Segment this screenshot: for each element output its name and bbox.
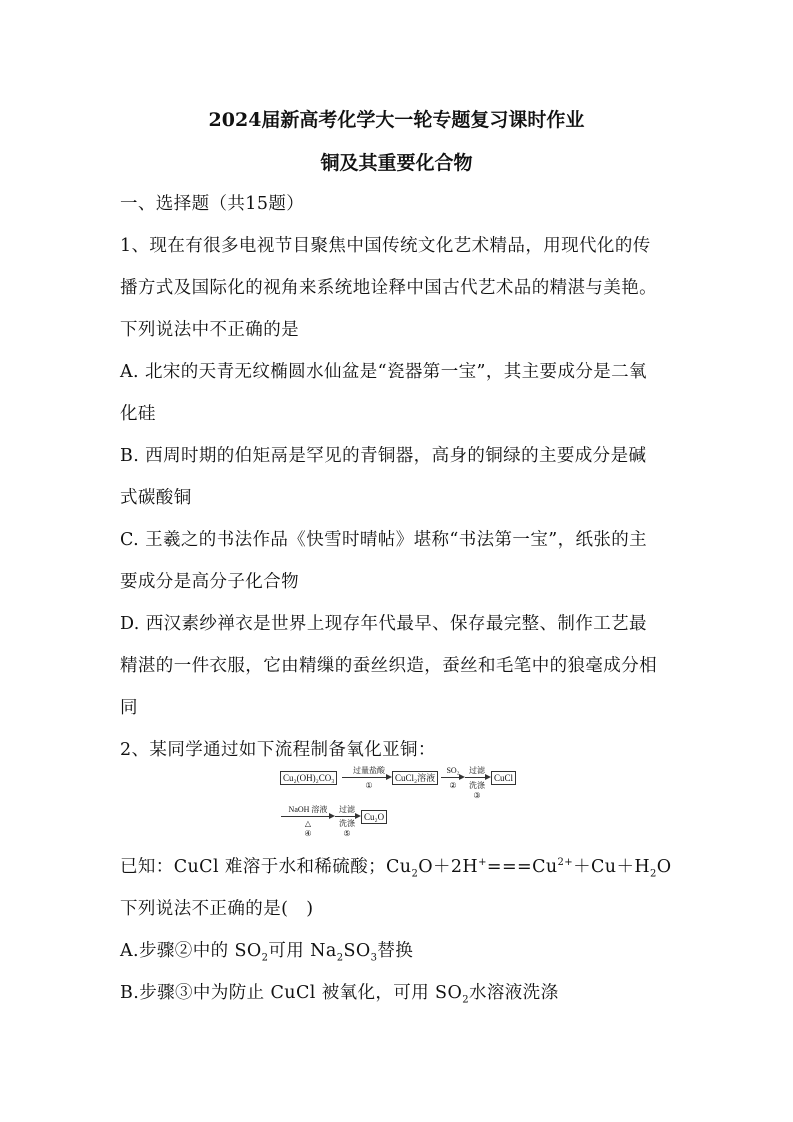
- q1-option-b-line1: B. 西周时期的伯矩鬲是罕见的青铜器，高身的铜绿的主要成分是碱: [120, 446, 647, 466]
- q2-option-b: B.步骤③中为防止 CuCl 被氧化，可用 $SO_2$水溶液洗涤: [120, 983, 559, 1006]
- flow-arrow3: [465, 777, 487, 778]
- q1-option-c-line2: 要成分是高分子化合物: [120, 572, 299, 592]
- section-heading: 一、选择题（共15题）: [120, 194, 305, 214]
- q1-stem-line3: 下列说法中不正确的是: [120, 320, 299, 340]
- flow-arrow4: [281, 816, 331, 817]
- document-title: 2024届新高考化学大一轮专题复习课时作业: [208, 109, 585, 131]
- flow-arrow3-bottom-label: ③: [473, 791, 481, 800]
- flow-arrow1-top-label: 过量盐酸: [353, 766, 385, 775]
- flow-arrow4-bottom-label: ④: [304, 829, 312, 838]
- flow-arrow1-bottom-label: ①: [365, 781, 373, 790]
- q1-stem-line2: 播方式及国际化的视角来系统地诠释中国古代艺术品的精湛与美艳。: [120, 278, 657, 298]
- q1-option-d-line2: 精湛的一件衣服，它由精缫的蚕丝织造，蚕丝和毛笔中的狼毫成分相: [120, 656, 657, 676]
- q2-question: 下列说法不正确的是( ): [120, 899, 314, 919]
- flow-box-cucl: CuCl: [491, 771, 516, 785]
- flow-arrow4-mid-label: △: [304, 819, 312, 828]
- q1-option-d-line3: 同: [120, 698, 138, 718]
- flow-arrow5: [335, 816, 357, 817]
- flow-box-cu2o: Cu₂O: [361, 810, 387, 824]
- document-subtitle: 铜及其重要化合物: [320, 152, 473, 174]
- flow-arrow4-top-label: NaOH 溶液: [288, 805, 328, 814]
- q2-option-a: A.步骤②中的 $SO_2$可用 $Na_2SO_3$替换: [120, 941, 414, 964]
- flow-arrow3-top-label: 过滤: [469, 766, 485, 775]
- flow-arrow2: [441, 777, 461, 778]
- q1-option-d-line1: D. 西汉素纱禅衣是世界上现存年代最早、保存最完整、制作工艺最: [120, 614, 647, 634]
- flow-box-cu2oh2co3: Cu₂(OH)₂CO₃: [280, 771, 337, 785]
- flow-arrow1: [342, 777, 388, 778]
- q2-stem: 2、某同学通过如下流程制备氧化亚铜：: [120, 740, 436, 760]
- flow-arrow5-bottom-label: ⑤: [343, 829, 351, 838]
- flow-arrow5-mid-label: 洗涤: [339, 819, 355, 828]
- q1-stem-line1: 1、现在有很多电视节目聚焦中国传统文化艺术精品，用现代化的传: [120, 236, 651, 256]
- flow-arrow2-top-label: SO₂: [446, 766, 460, 775]
- q1-option-a-line2: 化硅: [120, 404, 156, 424]
- q1-option-b-line2: 式碳酸铜: [120, 488, 192, 508]
- flow-box-cucl2: CuCl₂溶液: [392, 771, 438, 785]
- flow-arrow3-mid-label: 洗涤: [469, 781, 485, 790]
- q2-known-info: 已知：CuCl 难溶于水和稀硫酸；$Cu_2O+2H^+===Cu^{2+}+Cu+H_2O$: [120, 857, 672, 880]
- q1-option-c-line1: C. 王羲之的书法作品《快雪时晴帖》堪称“书法第一宝”，纸张的主: [120, 530, 648, 550]
- flow-arrow5-top-label: 过滤: [339, 805, 355, 814]
- q1-option-a-line1: A. 北宋的天青无纹椭圆水仙盆是“瓷器第一宝”，其主要成分是二氧: [120, 362, 647, 382]
- flow-arrow2-bottom-label: ②: [449, 781, 457, 790]
